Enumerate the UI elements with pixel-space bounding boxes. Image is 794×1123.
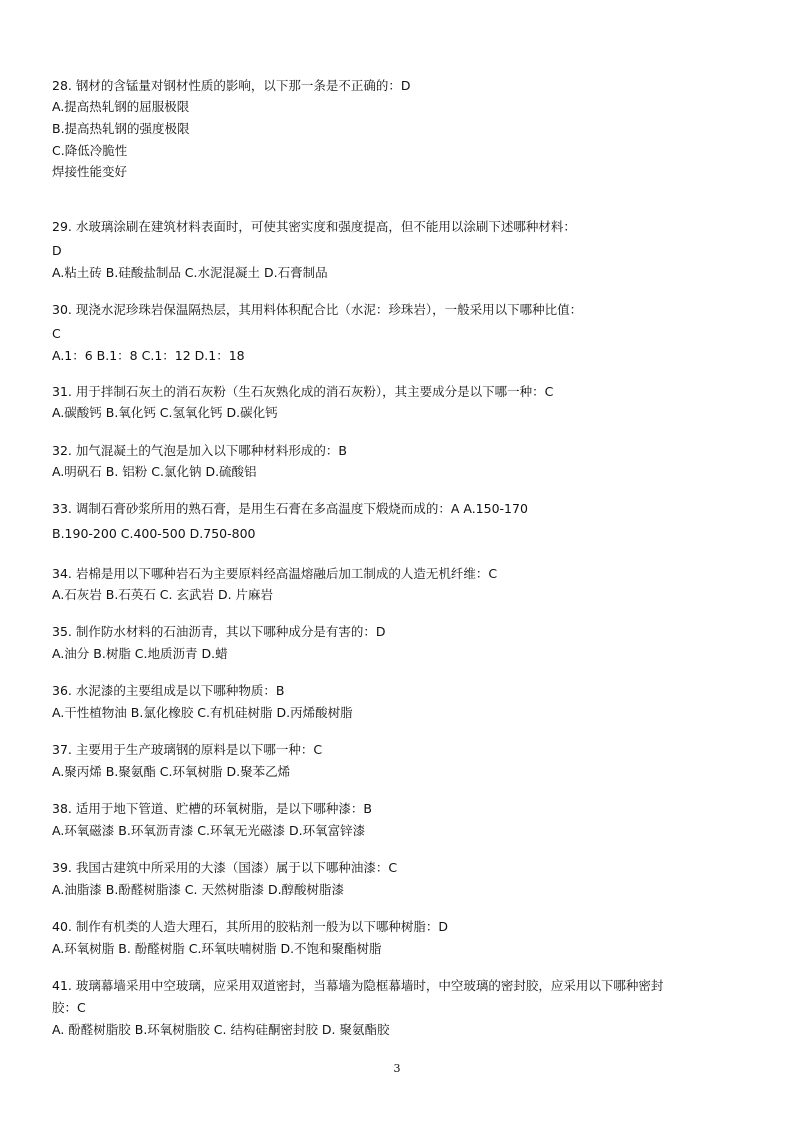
question-38-stem: 38. 适用于地下管道、贮槽的环氧树脂，是以下哪种漆：B (52, 801, 372, 816)
question-36-stem: 36. 水泥漆的主要组成是以下哪种物质：B (52, 683, 285, 698)
question-41-stem-continued: 胶：C (52, 1000, 86, 1015)
question-28-option-c: C.降低冷脆性 (52, 143, 128, 158)
question-28-option-a: A.提高热轧钢的屈服极限 (52, 99, 190, 114)
page-number: 3 (393, 1062, 401, 1075)
question-28-stem: 28. 钢材的含锰量对钢材性质的影响，以下那一条是不正确的：D (52, 78, 411, 93)
question-40-options: A.环氧树脂 B. 酚醛树脂 C.环氧呋喃树脂 D.不饱和聚酯树脂 (52, 941, 382, 956)
question-32-options: A.明矾石 B. 铝粉 C.氯化钠 D.硫酸铝 (52, 464, 257, 479)
question-31-options: A.碳酸钙 B.氧化钙 C.氢氧化钙 D.碳化钙 (52, 405, 278, 420)
question-36-options: A.干性植物油 B.氯化橡胶 C.有机硅树脂 D.丙烯酸树脂 (52, 705, 353, 720)
question-29-stem: 29. 水玻璃涂刷在建筑材料表面时，可使其密实度和强度提高，但不能用以涂刷下述哪种材料： (52, 219, 576, 234)
question-33-options: B.190-200 C.400-500 D.750-800 (52, 526, 256, 541)
question-29-answer: D (52, 243, 62, 258)
question-34-options: A.石灰岩 B.石英石 C. 玄武岩 D. 片麻岩 (52, 587, 274, 602)
question-31-stem: 31. 用于拌制石灰土的消石灰粉（生石灰熟化成的消石灰粉），其主要成分是以下哪一种：C (52, 384, 554, 399)
question-30-stem: 30. 现浇水泥珍珠岩保温隔热层，其用料体积配合比（水泥：珍珠岩），一般采用以下哪种比值： (52, 302, 583, 317)
question-41-options: A. 酚醛树脂胶 B.环氧树脂胶 C. 结构硅酮密封胶 D. 聚氨酯胶 (52, 1022, 390, 1037)
question-40-stem: 40. 制作有机类的人造大理石，其所用的胶粘剂一般为以下哪种树脂：D (52, 919, 448, 934)
question-38-options: A.环氧磁漆 B.环氧沥青漆 C.环氧无光磁漆 D.环氧富锌漆 (52, 823, 366, 838)
question-37-options: A.聚丙烯 B.聚氨酯 C.环氧树脂 D.聚苯乙烯 (52, 764, 291, 779)
question-28-option-d: 焊接性能变好 (52, 164, 128, 179)
question-28-option-b: B.提高热轧钢的强度极限 (52, 121, 190, 136)
question-39-stem: 39. 我国古建筑中所采用的大漆（国漆）属于以下哪种油漆：C (52, 860, 398, 875)
question-34-stem: 34. 岩棉是用以下哪种岩石为主要原料经高温熔融后加工制成的人造无机纤维：C (52, 566, 498, 581)
question-30-answer: C (52, 326, 61, 341)
question-35-stem: 35. 制作防水材料的石油沥青，其以下哪种成分是有害的：D (52, 624, 386, 639)
question-37-stem: 37. 主要用于生产玻璃钢的原料是以下哪一种：C (52, 742, 323, 757)
question-33-stem: 33. 调制石膏砂浆所用的熟石膏，是用生石膏在多高温度下煅烧而成的：A A.150-170 (52, 501, 528, 516)
question-29-options: A.粘土砖 B.硅酸盐制品 C.水泥混凝土 D.石膏制品 (52, 265, 328, 280)
question-41-stem: 41. 玻璃幕墙采用中空玻璃，应采用双道密封，当幕墙为隐框幕墙时，中空玻璃的密封胶，应采用以下哪种密封 (52, 978, 664, 993)
question-32-stem: 32. 加气混凝土的气泡是加入以下哪种材料形成的：B (52, 443, 347, 458)
question-30-options: A.1：6 B.1：8 C.1：12 D.1：18 (52, 348, 245, 363)
question-39-options: A.油脂漆 B.酚醛树脂漆 C. 天然树脂漆 D.醇酸树脂漆 (52, 882, 345, 897)
question-35-options: A.油分 B.树脂 C.地质沥青 D.蜡 (52, 646, 228, 661)
